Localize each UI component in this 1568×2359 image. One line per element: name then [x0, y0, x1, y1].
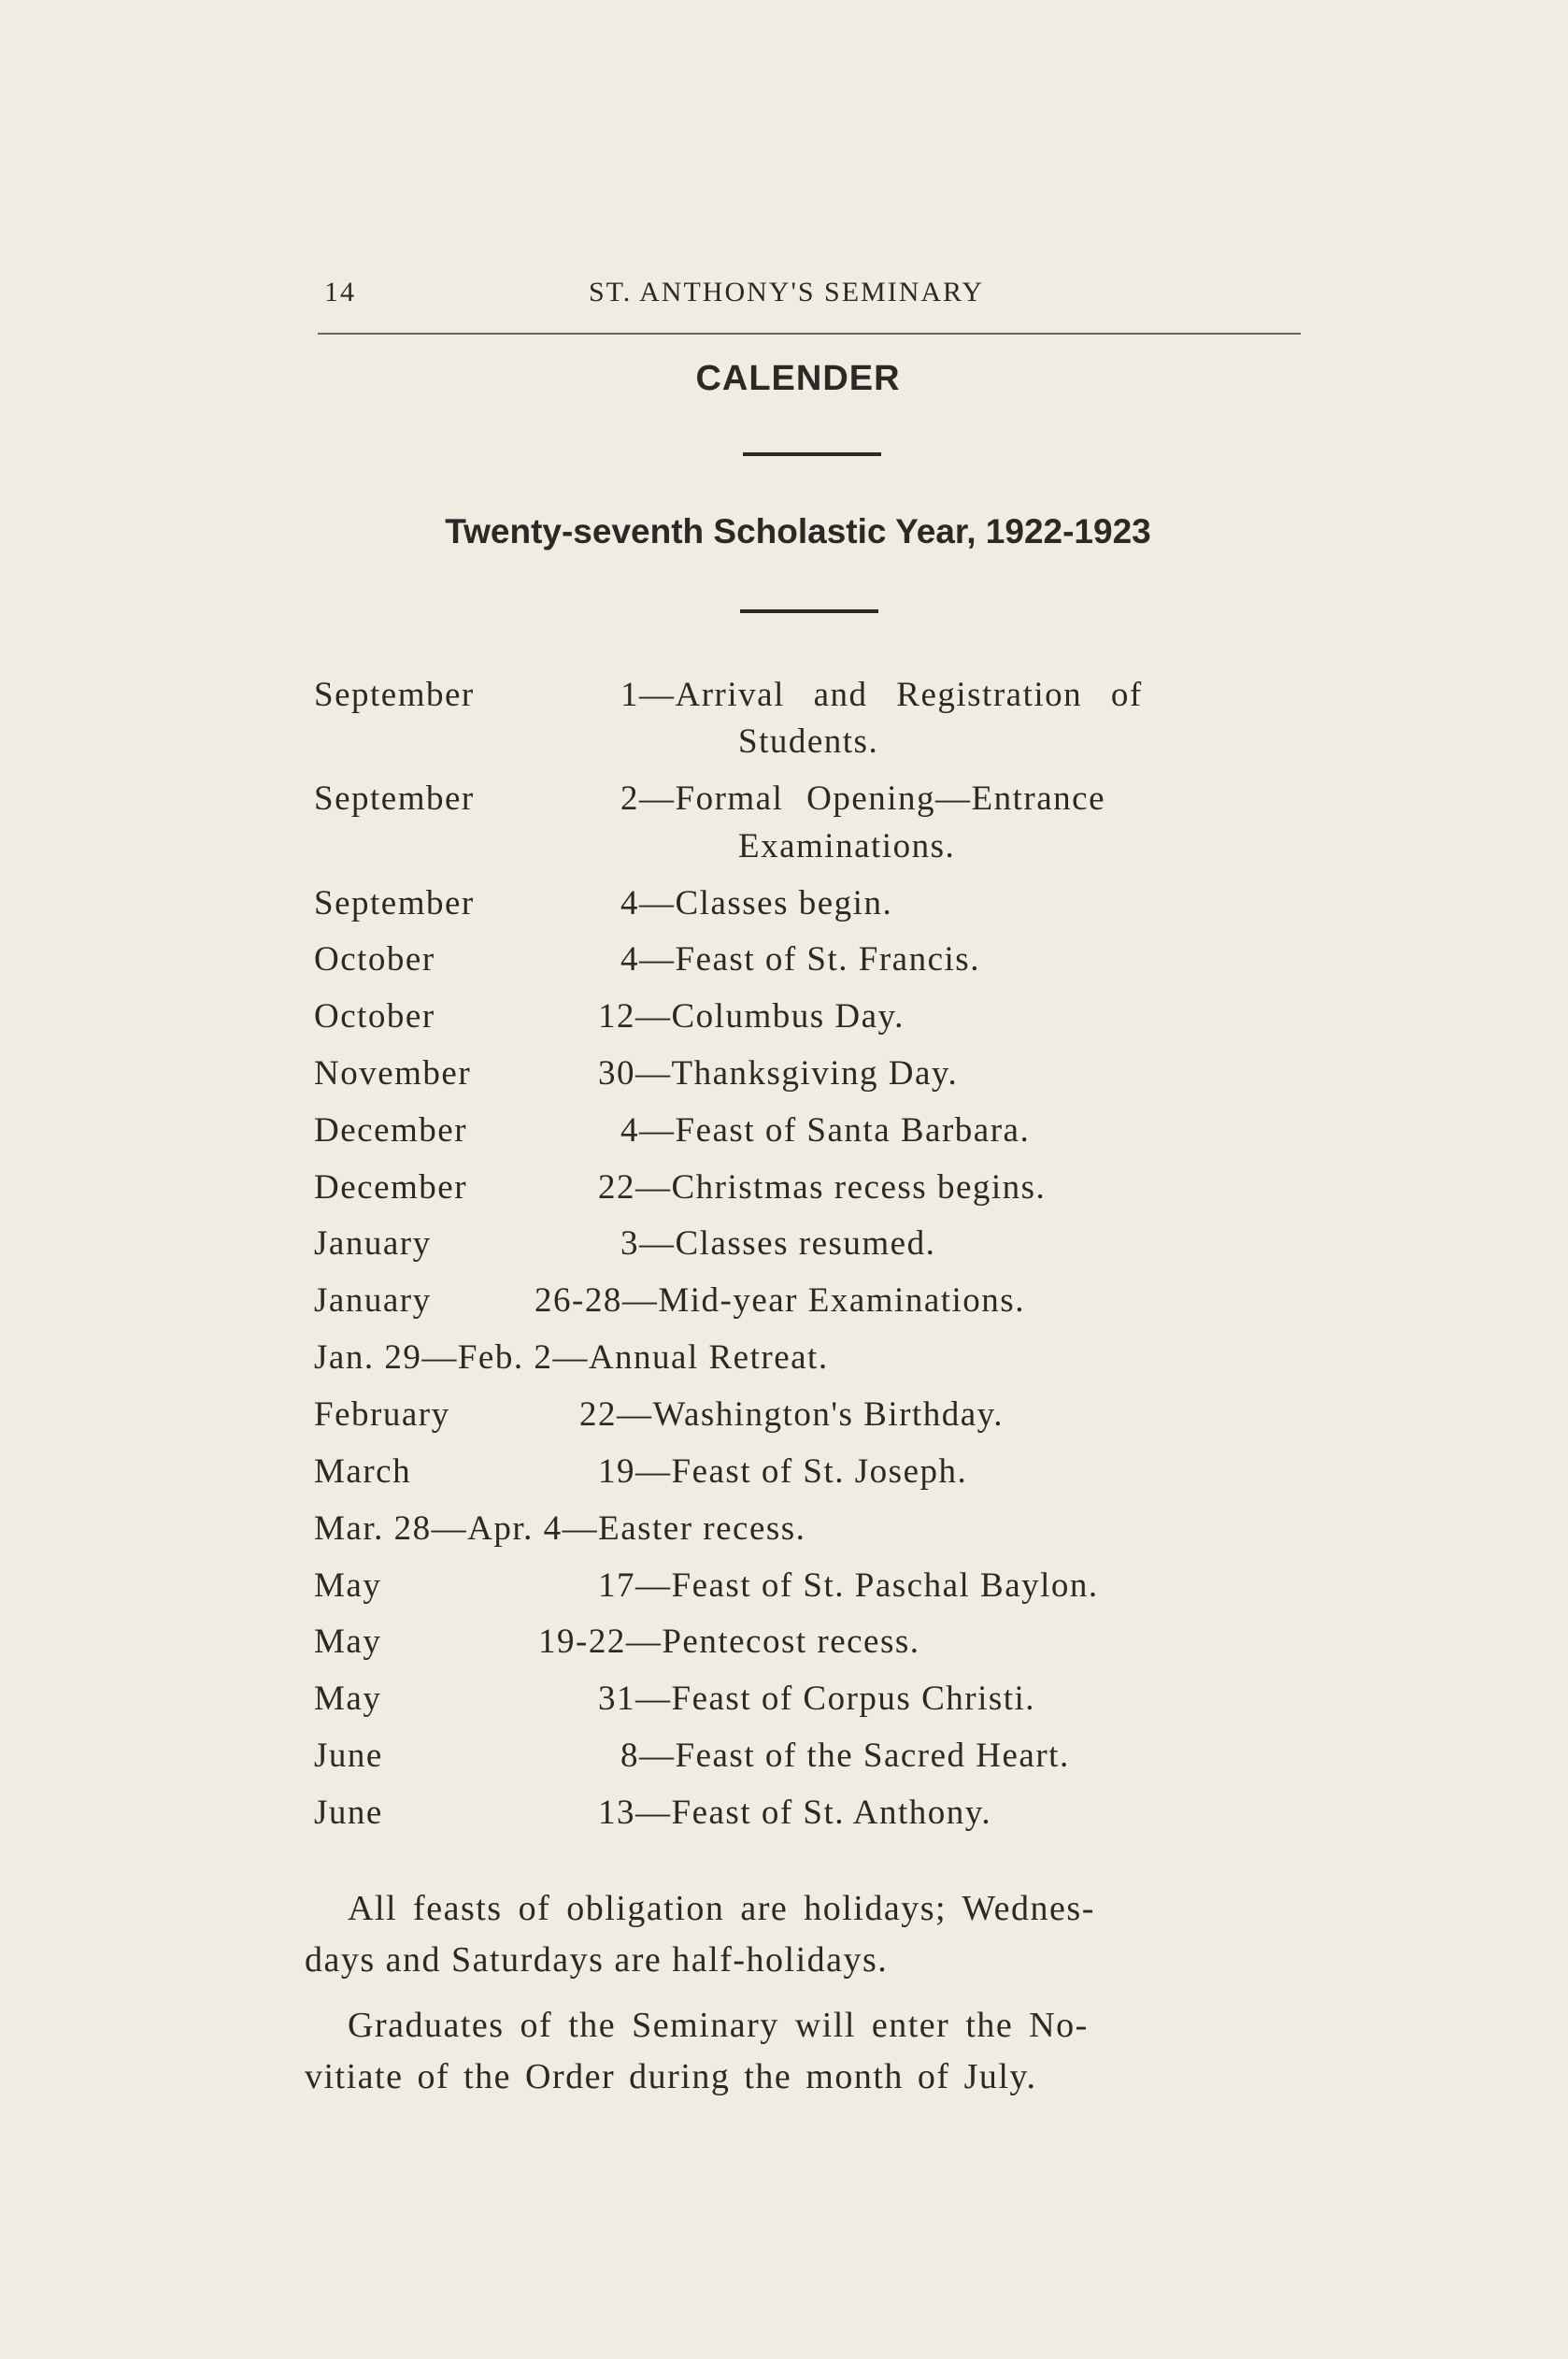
calendar-month: May — [314, 1623, 382, 1661]
calendar-event: 12—Columbus Day. — [598, 997, 905, 1036]
page-title: CALENDER — [695, 359, 901, 398]
calendar-event: 2—Formal Opening—Entrance — [620, 779, 1106, 818]
calendar-entry-range: Jan. 29—Feb. 2—Annual Retreat. — [314, 1338, 829, 1377]
running-title: ST. ANTHONY'S SEMINARY — [589, 277, 985, 307]
calendar-event: 22—Christmas recess begins. — [598, 1168, 1047, 1207]
note-line: days and Saturdays are half-holidays. — [305, 1940, 889, 1980]
calendar-month: May — [314, 1680, 382, 1718]
calendar-event: 4—Feast of St. Francis. — [620, 940, 980, 979]
calendar-event: 19-22—Pentecost recess. — [538, 1623, 920, 1661]
calendar-month: September — [314, 884, 475, 922]
page-subtitle: Twenty-seventh Scholastic Year, 1922-1923 — [445, 512, 1151, 550]
calendar-month: June — [314, 1794, 383, 1832]
calendar-event-continued: Examinations. — [738, 827, 956, 865]
note-line: Graduates of the Seminary will enter the No- — [348, 2006, 1089, 2045]
calendar-month: January — [314, 1224, 432, 1263]
calendar-entry-range: Mar. 28—Apr. 4—Easter recess. — [314, 1509, 806, 1548]
calendar-event: 3—Classes resumed. — [620, 1224, 936, 1263]
calendar-event: 26-28—Mid-year Examinations. — [535, 1281, 1025, 1320]
calendar-event: 22—Washington's Birthday. — [579, 1395, 1004, 1434]
calendar-event: 1—Arrival and Registration of — [620, 676, 1143, 714]
calendar-event: 19—Feast of St. Joseph. — [598, 1452, 968, 1491]
calendar-event-continued: Students. — [738, 722, 879, 761]
page-number: 14 — [324, 277, 356, 307]
calendar-event: 31—Feast of Corpus Christi. — [598, 1680, 1036, 1718]
calendar-month: October — [314, 997, 435, 1036]
note-line: All feasts of obligation are holidays; Wednes- — [348, 1889, 1095, 1928]
calendar-month: February — [314, 1395, 450, 1434]
calendar-event: 13—Feast of St. Anthony. — [598, 1794, 992, 1832]
calendar-month: June — [314, 1737, 383, 1775]
note-line: vitiate of the Order during the month of July. — [305, 2057, 1037, 2096]
calendar-month: March — [314, 1452, 412, 1491]
calendar-month: January — [314, 1281, 432, 1320]
calendar-month: October — [314, 940, 435, 979]
calendar-event: 4—Feast of Santa Barbara. — [620, 1111, 1031, 1150]
calendar-month: September — [314, 676, 475, 714]
header-divider — [318, 333, 1301, 335]
calendar-month: December — [314, 1111, 468, 1150]
calendar-month: May — [314, 1566, 382, 1605]
calendar-event: 17—Feast of St. Paschal Baylon. — [598, 1566, 1099, 1605]
calendar-event: 4—Classes begin. — [620, 884, 893, 922]
title-divider — [743, 452, 881, 456]
calendar-month: September — [314, 779, 475, 818]
calendar-month: November — [314, 1054, 472, 1093]
calendar-event: 8—Feast of the Sacred Heart. — [620, 1737, 1070, 1775]
subtitle-divider — [740, 609, 878, 613]
calendar-month: December — [314, 1168, 468, 1207]
calendar-event: 30—Thanksgiving Day. — [598, 1054, 959, 1093]
